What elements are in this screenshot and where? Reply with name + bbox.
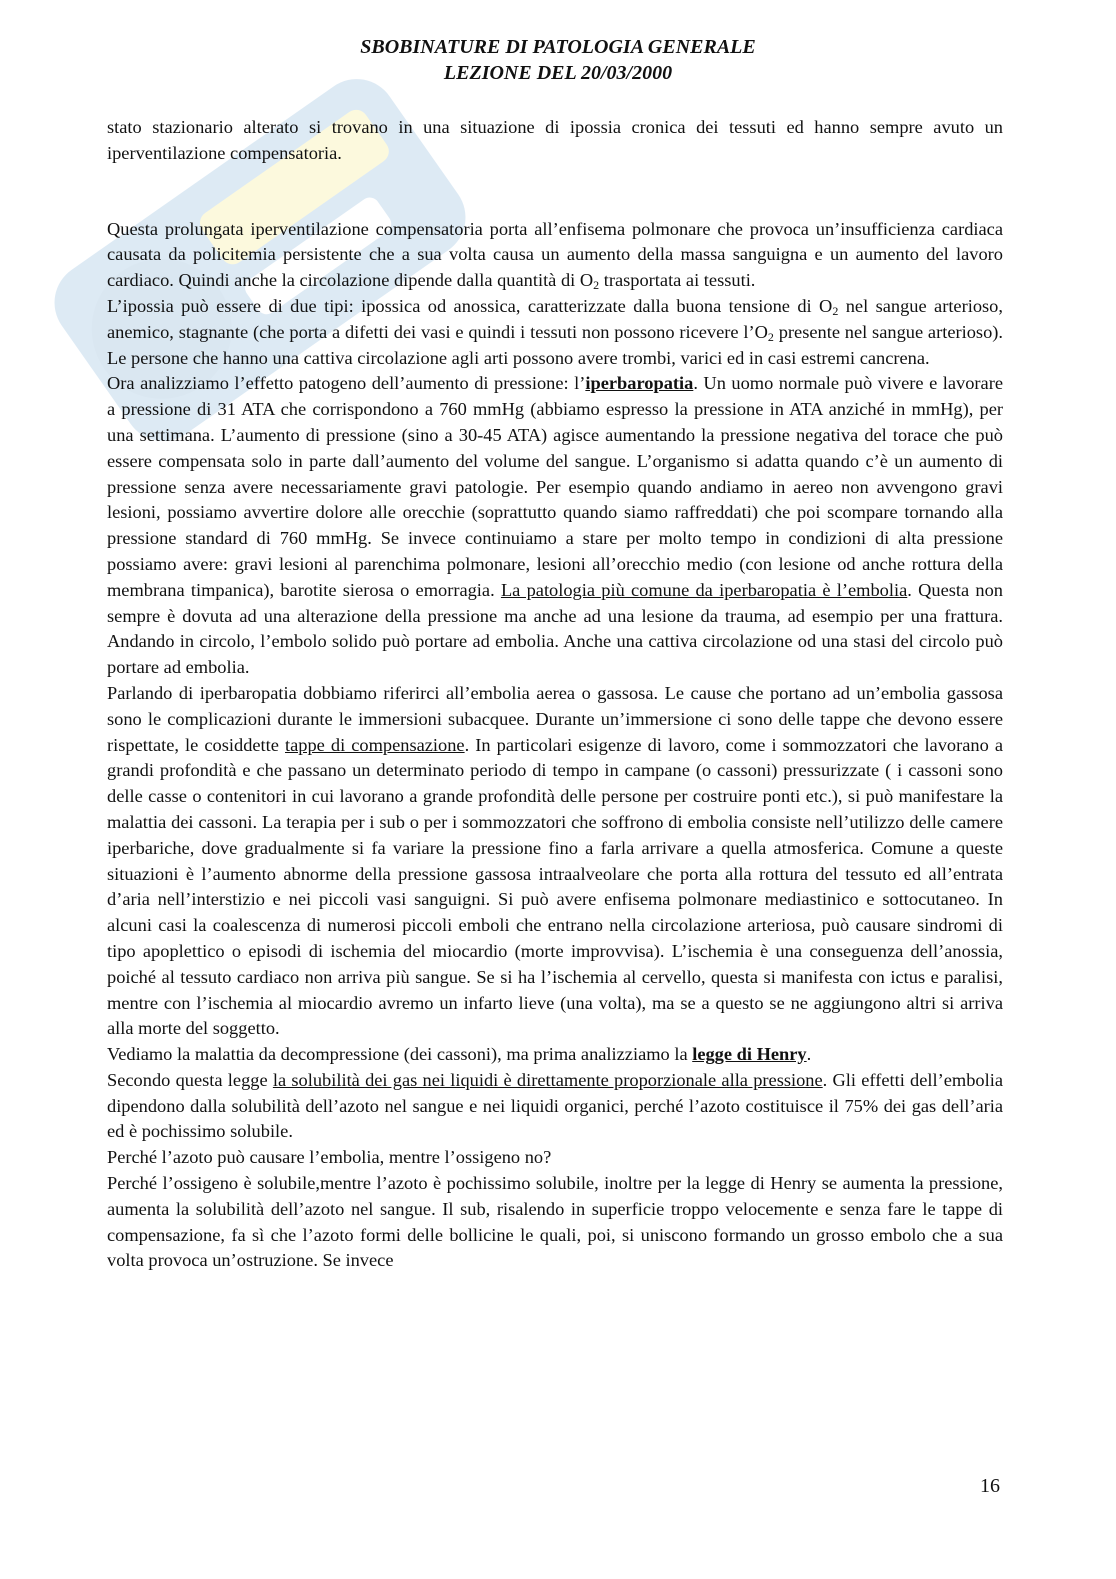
paragraph [107, 1042, 1003, 1068]
header-title: SBOBINATURE DI PATOLOGIA GENERALE [360, 36, 756, 58]
paragraph-text: Perché l’ossigeno è solubile,mentre l’azoto è pochissimo solubile, inoltre per la legge di Henry se aumenta la pressione, aumenta la solubilità dell’azoto nel sangue. Il sub, risalendo in superficie troppo velocemente e senza fare le tappe di compensazione, fa sì che l’azoto formi delle bollicine le quali, poi, si uniscono formando un grosso embolo che a sua volta provoca un’ostruzione. Se invece [107, 1173, 1003, 1271]
paragraph-text: . [806, 1044, 812, 1065]
subscript: 2 [593, 278, 600, 293]
paragraph-text: nel sangue arterioso, anemico, stagnante (che porta a difetti dei vasi e quindi i tessuti non possono ricevere l’O [107, 295, 1003, 342]
underlined-text: La patologia più comune da iperbaropatia è l’embolia [500, 579, 908, 600]
paragraph [107, 1068, 1003, 1145]
paragraph-text: . Gli effetti dell’embolia dipendono dalla solubilità dell’azoto nel sangue e nei liquidi organici, perché l’azoto costituisce il 75% dei gas dell’aria ed è pochissimo solubile. [107, 1069, 1003, 1142]
paragraph-text: stato stazionario alterato si trovano in una situazione di ipossia cronica dei tessuti ed hanno sempre avuto un iperventilazione compensatoria. [107, 117, 1003, 163]
paragraph [107, 681, 1003, 1042]
paragraph [107, 371, 1003, 681]
key-term: legge di Henry [692, 1044, 807, 1065]
paragraph-text: L’ipossia può essere di due tipi: ipossica od anossica, caratterizzate dalla buona tensione di O [107, 295, 833, 316]
paragraph-text: Parlando di iperbaropatia dobbiamo riferirci all’embolia aerea o gassosa. Le cause che portano ad un’embolia gassosa sono le complicazioni durante le immersioni subacquee. Durante un’immersione ci sono delle tappe che devono essere rispettate, le cosiddette [107, 682, 1003, 755]
subscript: 2 [832, 303, 839, 318]
paragraph-text: Ora analizziamo l’effetto patogeno dell’aumento di pressione: l’ [107, 373, 586, 394]
subscript: 2 [767, 329, 774, 344]
paragraph-text: Questa prolungata iperventilazione compensatoria porta all’enfisema polmonare che provoca un’insufficienza cardiaca causata da policitemia persistente che a sua volta causa un aumento della massa sanguigna e un aumento del lavoro cardiaco. Quindi anche la circolazione dipende dalla quantità di O [107, 218, 1003, 291]
paragraph [107, 115, 1003, 167]
paragraph [107, 217, 1003, 294]
paragraph-text: presente nel sangue arterioso). Le persone che hanno una cattiva circolazione agli arti possono avere trombi, varici ed in casi estremi cancrena. [107, 321, 1003, 368]
underlined-text: tappe di compensazione [285, 734, 465, 755]
header-subtitle: LEZIONE DEL 20/03/2000 [443, 62, 673, 84]
document-body [107, 115, 1003, 1274]
underlined-text: la solubilità dei gas nei liquidi è direttamente proporzionale alla pressione [272, 1069, 823, 1090]
paragraph-text: Vediamo la malattia da decompressione (dei cassoni), ma prima analizziamo la [107, 1044, 693, 1065]
paragraph-text: Perché l’azoto può causare l’embolia, mentre l’ossigeno no? [107, 1147, 552, 1168]
paragraph [107, 1171, 1003, 1274]
paragraph [107, 294, 1003, 371]
paragraph-text: . Questa non sempre è dovuta ad una alterazione della pressione ma anche ad una lesione da trauma, ad esempio per una frattura. Andando in circolo, l’embolo solido può portare ad embolia. Anche una cattiva circolazione od una stasi del circolo può portare ad embolia. [107, 579, 1004, 678]
document-header [0, 34, 1116, 86]
paragraph-text: Secondo questa legge [107, 1069, 273, 1090]
paragraph-text: . In particolari esigenze di lavoro, come i sommozzatori che lavorano a grandi profondità e che passano un determinato periodo di tempo in campane (o cassoni) pressurizzate ( i cassoni sono delle casse o contenitori in cui lavorano a grande profondità delle persone per costruire ponti etc.), si può manifestare la malattia dei cassoni. La terapia per i sub o per i sommozzatori che soffrono di embolia consiste nell’utilizzo delle camere iperbariche, dove gradualmente si fa variare la pressione fino a farla arrivare a quella atmosferica. Comune a queste situazioni è l’aumento abnorme della pressione gassosa intraalveolare che porta alla rottura del tessuto ed all’entrata d’aria nell’interstizio e nei piccoli vasi sanguigni. Si può avere enfisema polmonare mediastinico e sottocutaneo. In alcuni casi la coalescenza di numerosi piccoli emboli che entrano nella circolazione arteriosa, può causare sindromi di tipo apoplettico o episodi di ischemia del miocardio (morte improvvisa). L’ischemia è una conseguenza dell’anossia, poiché al tessuto cardiaco non arriva più sangue. Se si ha l’ischemia al cervello, questa si manifesta con ictus e paralisi, mentre con l’ischemia al miocardio avremo un infarto lieve (una volta), ma se a questo se ne aggiungono altri si arriva alla morte del soggetto. [107, 734, 1004, 1039]
paragraph [107, 1145, 1003, 1171]
key-term: iperbaropatia [585, 373, 694, 394]
paragraph-text: trasportata ai tessuti. [599, 270, 756, 291]
paragraph-text: . Un uomo normale può vivere e lavorare a pressione di 31 ATA che corrispondono a 760 mmHg (abbiamo espresso la pressione in ATA anziché in mmHg), per una settimana. L’aumento di pressione (sino a 30-45 ATA) agisce aumentando la pressione negativa del torace che può essere compensata solo in parte dall’aumento del volume del sangue. L’organismo si adatta quando c’è un aumento di pressione senza avere necessariamente gravi patologie. Per esempio quando andiamo in aereo non avvengono gravi lesioni, possiamo avvertire dolore alle orecchie (soprattutto quando siamo raffreddati) che poi scompare tornando alla pressione standard di 760 mmHg. Se invece continuiamo a stare per molto tempo in condizioni di alta pressione possiamo avere: gravi lesioni al parenchima polmonare, lesioni all’orecchio medio (con lesione od anche rottura della membrana timpanica), barotite sierosa o emorragia. [107, 373, 1003, 600]
page-number: 16 [980, 1475, 1000, 1497]
